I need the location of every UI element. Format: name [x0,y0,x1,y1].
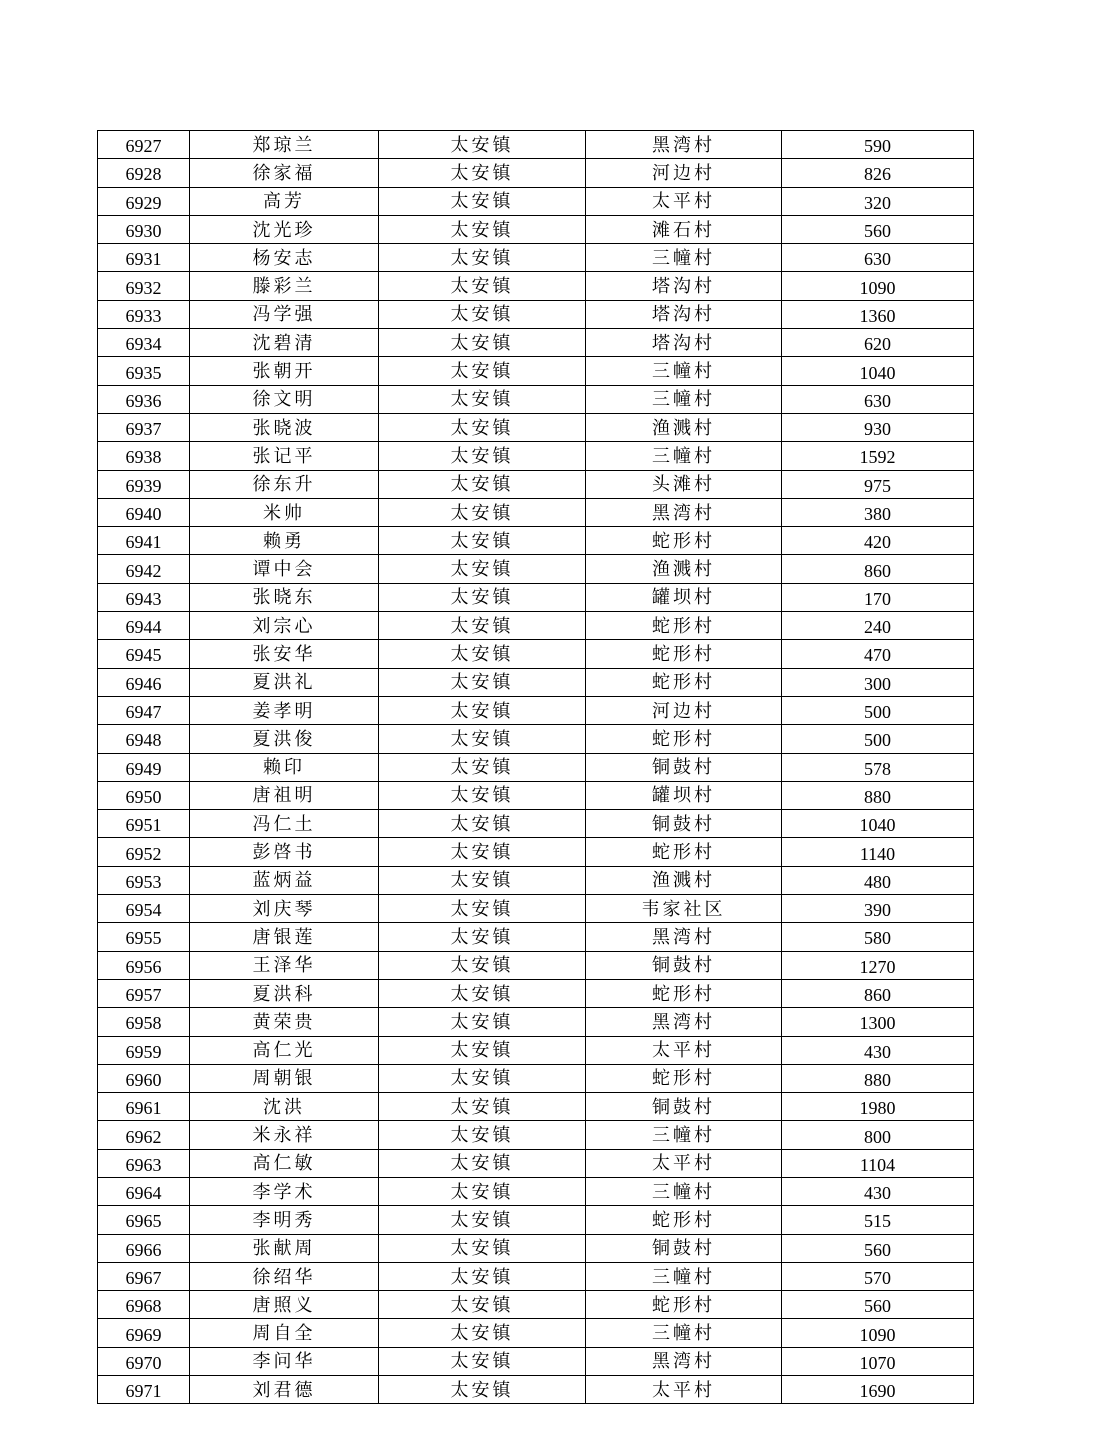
name-cell: 张晓东 [190,583,379,611]
amount-cell: 1300 [782,1008,974,1036]
village-cell: 渔溅村 [586,866,782,894]
table-row [98,1376,974,1404]
village-cell: 渔溅村 [586,413,782,441]
amount-cell: 1270 [782,951,974,979]
town-cell: 太安镇 [379,1149,586,1177]
row-number-cell: 6938 [98,442,190,470]
name-cell: 徐东升 [190,470,379,498]
name-cell: 赖勇 [190,527,379,555]
table-row [98,1093,974,1121]
name-cell: 刘宗心 [190,612,379,640]
amount-cell: 1360 [782,300,974,328]
row-number-cell: 6971 [98,1376,190,1404]
name-cell: 张记平 [190,442,379,470]
amount-cell: 1592 [782,442,974,470]
row-number-cell: 6939 [98,470,190,498]
town-cell: 太安镇 [379,131,586,159]
row-number-cell: 6957 [98,979,190,1007]
amount-cell: 560 [782,1291,974,1319]
village-cell: 三幢村 [586,357,782,385]
amount-cell: 860 [782,555,974,583]
name-cell: 李学术 [190,1177,379,1205]
amount-cell: 390 [782,895,974,923]
name-cell: 郑琼兰 [190,131,379,159]
amount-cell: 590 [782,131,974,159]
village-cell: 河边村 [586,159,782,187]
town-cell: 太安镇 [379,753,586,781]
records-table-body [98,131,974,1404]
name-cell: 高芳 [190,187,379,215]
amount-cell: 430 [782,1036,974,1064]
village-cell: 蛇形村 [586,640,782,668]
amount-cell: 580 [782,923,974,951]
name-cell: 姜孝明 [190,696,379,724]
table-row [98,1149,974,1177]
table-row [98,215,974,243]
row-number-cell: 6959 [98,1036,190,1064]
name-cell: 冯仁土 [190,810,379,838]
town-cell: 太安镇 [379,215,586,243]
amount-cell: 515 [782,1206,974,1234]
table-row [98,300,974,328]
village-cell: 铜鼓村 [586,951,782,979]
table-row [98,612,974,640]
village-cell: 黑湾村 [586,131,782,159]
row-number-cell: 6929 [98,187,190,215]
village-cell: 铜鼓村 [586,1234,782,1262]
village-cell: 太平村 [586,1036,782,1064]
village-cell: 蛇形村 [586,668,782,696]
row-number-cell: 6945 [98,640,190,668]
village-cell: 塔沟村 [586,272,782,300]
village-cell: 铜鼓村 [586,1093,782,1121]
table-row [98,131,974,159]
name-cell: 王泽华 [190,951,379,979]
table-row [98,1347,974,1375]
village-cell: 蛇形村 [586,1291,782,1319]
town-cell: 太安镇 [379,385,586,413]
table-row [98,696,974,724]
name-cell: 冯学强 [190,300,379,328]
table-row [98,527,974,555]
row-number-cell: 6944 [98,612,190,640]
row-number-cell: 6937 [98,413,190,441]
name-cell: 李明秀 [190,1206,379,1234]
table-row [98,753,974,781]
name-cell: 夏洪礼 [190,668,379,696]
name-cell: 唐照义 [190,1291,379,1319]
village-cell: 三幢村 [586,1319,782,1347]
town-cell: 太安镇 [379,413,586,441]
row-number-cell: 6952 [98,838,190,866]
town-cell: 太安镇 [379,895,586,923]
table-row [98,1064,974,1092]
name-cell: 周自全 [190,1319,379,1347]
row-number-cell: 6935 [98,357,190,385]
row-number-cell: 6932 [98,272,190,300]
row-number-cell: 6963 [98,1149,190,1177]
village-cell: 蛇形村 [586,1064,782,1092]
table-row [98,838,974,866]
table-row [98,1121,974,1149]
town-cell: 太安镇 [379,923,586,951]
name-cell: 徐文明 [190,385,379,413]
table-row [98,640,974,668]
amount-cell: 1140 [782,838,974,866]
amount-cell: 1040 [782,810,974,838]
row-number-cell: 6949 [98,753,190,781]
table-row [98,1262,974,1290]
town-cell: 太安镇 [379,1234,586,1262]
amount-cell: 800 [782,1121,974,1149]
town-cell: 太安镇 [379,1064,586,1092]
row-number-cell: 6950 [98,781,190,809]
row-number-cell: 6951 [98,810,190,838]
name-cell: 米帅 [190,498,379,526]
name-cell: 杨安志 [190,244,379,272]
table-row [98,1291,974,1319]
row-number-cell: 6943 [98,583,190,611]
table-row [98,413,974,441]
amount-cell: 380 [782,498,974,526]
table-row [98,923,974,951]
amount-cell: 1040 [782,357,974,385]
row-number-cell: 6940 [98,498,190,526]
town-cell: 太安镇 [379,555,586,583]
village-cell: 三幢村 [586,385,782,413]
amount-cell: 880 [782,1064,974,1092]
town-cell: 太安镇 [379,696,586,724]
village-cell: 蛇形村 [586,1206,782,1234]
village-cell: 太平村 [586,187,782,215]
amount-cell: 826 [782,159,974,187]
row-number-cell: 6969 [98,1319,190,1347]
table-row [98,810,974,838]
name-cell: 黄荣贵 [190,1008,379,1036]
amount-cell: 500 [782,725,974,753]
town-cell: 太安镇 [379,187,586,215]
row-number-cell: 6936 [98,385,190,413]
amount-cell: 420 [782,527,974,555]
town-cell: 太安镇 [379,272,586,300]
town-cell: 太安镇 [379,357,586,385]
name-cell: 徐绍华 [190,1262,379,1290]
row-number-cell: 6933 [98,300,190,328]
row-number-cell: 6955 [98,923,190,951]
village-cell: 铜鼓村 [586,810,782,838]
name-cell: 唐银莲 [190,923,379,951]
town-cell: 太安镇 [379,244,586,272]
amount-cell: 630 [782,244,974,272]
table-row [98,979,974,1007]
name-cell: 徐家福 [190,159,379,187]
name-cell: 张献周 [190,1234,379,1262]
town-cell: 太安镇 [379,527,586,555]
amount-cell: 430 [782,1177,974,1205]
name-cell: 刘君德 [190,1376,379,1404]
village-cell: 太平村 [586,1376,782,1404]
town-cell: 太安镇 [379,640,586,668]
town-cell: 太安镇 [379,1347,586,1375]
town-cell: 太安镇 [379,612,586,640]
row-number-cell: 6942 [98,555,190,583]
name-cell: 刘庆琴 [190,895,379,923]
table-row [98,385,974,413]
amount-cell: 1090 [782,272,974,300]
row-number-cell: 6954 [98,895,190,923]
name-cell: 谭中会 [190,555,379,583]
village-cell: 三幢村 [586,1121,782,1149]
amount-cell: 480 [782,866,974,894]
table-row [98,498,974,526]
town-cell: 太安镇 [379,159,586,187]
table-row [98,187,974,215]
village-cell: 黑湾村 [586,923,782,951]
name-cell: 彭啓书 [190,838,379,866]
table-row [98,781,974,809]
row-number-cell: 6970 [98,1347,190,1375]
table-row [98,668,974,696]
table-row [98,1206,974,1234]
amount-cell: 320 [782,187,974,215]
town-cell: 太安镇 [379,1206,586,1234]
village-cell: 黑湾村 [586,498,782,526]
row-number-cell: 6966 [98,1234,190,1262]
amount-cell: 975 [782,470,974,498]
village-cell: 渔溅村 [586,555,782,583]
amount-cell: 630 [782,385,974,413]
row-number-cell: 6961 [98,1093,190,1121]
row-number-cell: 6941 [98,527,190,555]
village-cell: 黑湾村 [586,1347,782,1375]
amount-cell: 860 [782,979,974,1007]
row-number-cell: 6958 [98,1008,190,1036]
town-cell: 太安镇 [379,838,586,866]
amount-cell: 1980 [782,1093,974,1121]
village-cell: 塔沟村 [586,300,782,328]
town-cell: 太安镇 [379,1376,586,1404]
name-cell: 张朝开 [190,357,379,385]
amount-cell: 300 [782,668,974,696]
name-cell: 张安华 [190,640,379,668]
town-cell: 太安镇 [379,1262,586,1290]
amount-cell: 470 [782,640,974,668]
row-number-cell: 6962 [98,1121,190,1149]
row-number-cell: 6930 [98,215,190,243]
town-cell: 太安镇 [379,442,586,470]
village-cell: 铜鼓村 [586,753,782,781]
table-row [98,1319,974,1347]
town-cell: 太安镇 [379,329,586,357]
town-cell: 太安镇 [379,470,586,498]
amount-cell: 570 [782,1262,974,1290]
row-number-cell: 6927 [98,131,190,159]
amount-cell: 170 [782,583,974,611]
table-row [98,895,974,923]
name-cell: 夏洪俊 [190,725,379,753]
row-number-cell: 6948 [98,725,190,753]
town-cell: 太安镇 [379,1291,586,1319]
table-row [98,329,974,357]
town-cell: 太安镇 [379,498,586,526]
village-cell: 三幢村 [586,1177,782,1205]
village-cell: 蛇形村 [586,527,782,555]
amount-cell: 880 [782,781,974,809]
row-number-cell: 6953 [98,866,190,894]
name-cell: 李问华 [190,1347,379,1375]
town-cell: 太安镇 [379,781,586,809]
name-cell: 蓝炳益 [190,866,379,894]
amount-cell: 560 [782,215,974,243]
amount-cell: 1690 [782,1376,974,1404]
town-cell: 太安镇 [379,979,586,1007]
town-cell: 太安镇 [379,300,586,328]
village-cell: 三幢村 [586,244,782,272]
amount-cell: 240 [782,612,974,640]
name-cell: 唐祖明 [190,781,379,809]
village-cell: 蛇形村 [586,979,782,1007]
town-cell: 太安镇 [379,1319,586,1347]
amount-cell: 620 [782,329,974,357]
row-number-cell: 6934 [98,329,190,357]
row-number-cell: 6956 [98,951,190,979]
amount-cell: 930 [782,413,974,441]
name-cell: 沈光珍 [190,215,379,243]
village-cell: 三幢村 [586,442,782,470]
village-cell: 河边村 [586,696,782,724]
row-number-cell: 6931 [98,244,190,272]
name-cell: 夏洪科 [190,979,379,1007]
town-cell: 太安镇 [379,1121,586,1149]
table-row [98,725,974,753]
town-cell: 太安镇 [379,1008,586,1036]
village-cell: 太平村 [586,1149,782,1177]
town-cell: 太安镇 [379,668,586,696]
village-cell: 三幢村 [586,1262,782,1290]
row-number-cell: 6967 [98,1262,190,1290]
table-row [98,1234,974,1262]
row-number-cell: 6964 [98,1177,190,1205]
row-number-cell: 6960 [98,1064,190,1092]
name-cell: 高仁敏 [190,1149,379,1177]
amount-cell: 1104 [782,1149,974,1177]
name-cell: 高仁光 [190,1036,379,1064]
amount-cell: 1070 [782,1347,974,1375]
row-number-cell: 6965 [98,1206,190,1234]
row-number-cell: 6928 [98,159,190,187]
table-row [98,1036,974,1064]
row-number-cell: 6947 [98,696,190,724]
table-row [98,272,974,300]
village-cell: 滩石村 [586,215,782,243]
village-cell: 罐坝村 [586,583,782,611]
village-cell: 蛇形村 [586,725,782,753]
amount-cell: 1090 [782,1319,974,1347]
amount-cell: 560 [782,1234,974,1262]
village-cell: 蛇形村 [586,612,782,640]
table-row [98,866,974,894]
table-row [98,159,974,187]
row-number-cell: 6946 [98,668,190,696]
table-row [98,1177,974,1205]
village-cell: 黑湾村 [586,1008,782,1036]
table-row [98,357,974,385]
table-row [98,1008,974,1036]
town-cell: 太安镇 [379,951,586,979]
town-cell: 太安镇 [379,866,586,894]
village-cell: 头滩村 [586,470,782,498]
table-row [98,555,974,583]
village-cell: 蛇形村 [586,838,782,866]
town-cell: 太安镇 [379,1093,586,1121]
row-number-cell: 6968 [98,1291,190,1319]
town-cell: 太安镇 [379,725,586,753]
name-cell: 周朝银 [190,1064,379,1092]
amount-cell: 500 [782,696,974,724]
table-row [98,951,974,979]
name-cell: 滕彩兰 [190,272,379,300]
town-cell: 太安镇 [379,583,586,611]
name-cell: 赖印 [190,753,379,781]
table-row [98,442,974,470]
table-row [98,583,974,611]
village-cell: 韦家社区 [586,895,782,923]
town-cell: 太安镇 [379,810,586,838]
table-row [98,244,974,272]
amount-cell: 578 [782,753,974,781]
name-cell: 张晓波 [190,413,379,441]
village-cell: 罐坝村 [586,781,782,809]
name-cell: 米永祥 [190,1121,379,1149]
name-cell: 沈碧清 [190,329,379,357]
village-cell: 塔沟村 [586,329,782,357]
town-cell: 太安镇 [379,1036,586,1064]
records-table [97,130,974,1404]
name-cell: 沈洪 [190,1093,379,1121]
table-row [98,470,974,498]
town-cell: 太安镇 [379,1177,586,1205]
